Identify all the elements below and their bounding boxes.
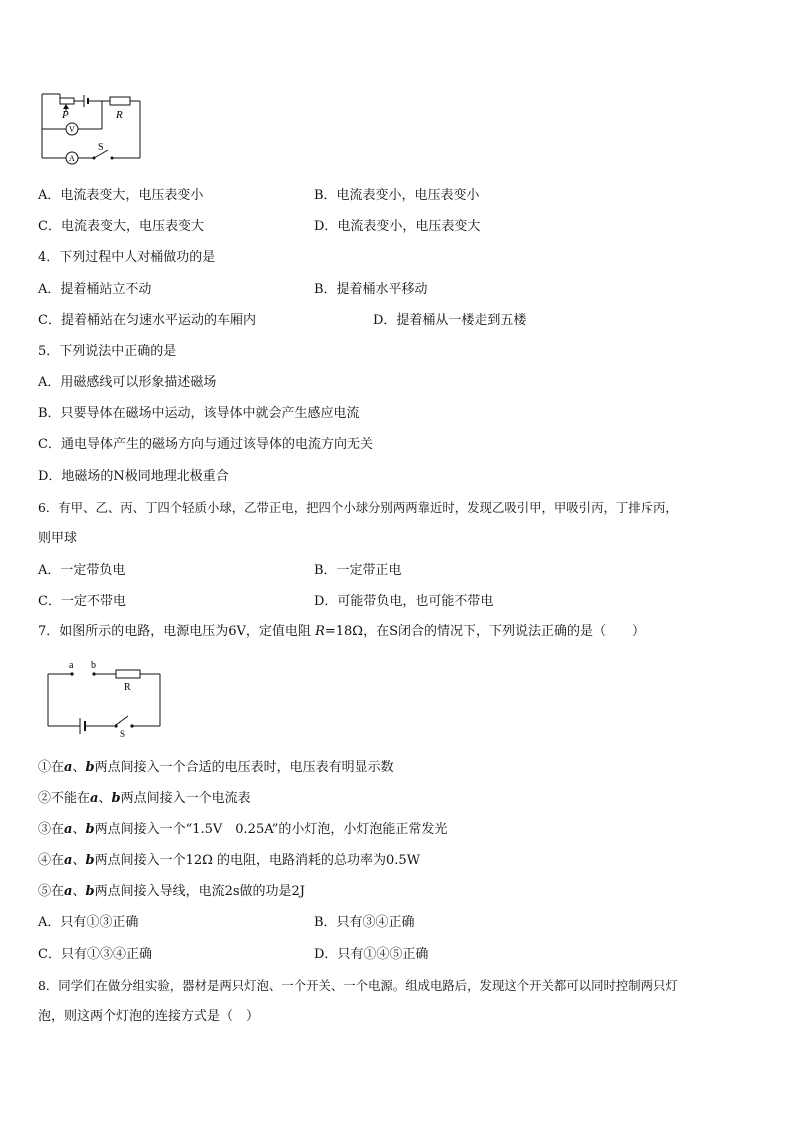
q3-option-c: C．电流表变大，电压表变大	[38, 219, 204, 234]
circuit-diagram-q3	[36, 86, 156, 166]
q5-option-b: B．只要导体在磁场中运动，该导体中就会产生感应电流	[38, 406, 360, 421]
label-V: V	[69, 125, 75, 134]
q7-statement-2: ②不能在a、b两点间接入一个电流表	[38, 791, 251, 806]
q5-stem: 5．下列说法中正确的是	[38, 344, 177, 359]
q6-option-d: D．可能带负电，也可能不带电	[314, 594, 494, 609]
label-S: S	[98, 142, 104, 153]
q4-option-c: C．提着桶站在匀速水平运动的车厢内	[38, 313, 256, 328]
q6-option-c: C．一定不带电	[38, 594, 126, 609]
label-R: R	[124, 682, 131, 693]
q5-option-d: D．地磁场的N极同地理北极重合	[38, 469, 229, 484]
q3-option-a: A．电流表变大，电压表变小	[38, 188, 204, 203]
q3-option-d: D．电流表变小，电压表变大	[314, 219, 481, 234]
q7-option-d: D．只有①④⑤正确	[314, 947, 429, 962]
circuit-diagram-q7	[40, 658, 170, 738]
label-P: P	[62, 109, 69, 121]
q8-stem-line2: 泡，则这两个灯泡的连接方式是（ ）	[38, 1009, 260, 1024]
label-b: b	[91, 660, 96, 671]
q7-stem-R: R	[315, 624, 325, 639]
q7-statement-1: ①在a、b两点间接入一个合适的电压表时，电压表有明显示数	[38, 760, 394, 775]
q6-stem-line1: 6．有甲、乙、丙、丁四个轻质小球，乙带正电，把四个小球分别两两靠近时，发现乙吸引甲，甲吸引丙，丁排斥丙，	[38, 500, 678, 515]
label-a: a	[69, 660, 74, 671]
q7-option-a: A．只有①③正确	[38, 915, 139, 930]
q7-stem	[38, 623, 645, 641]
q4-option-a: A．提着桶站立不动	[38, 282, 152, 297]
q3-option-b: B．电流表变小，电压表变小	[314, 188, 480, 203]
q7-statement-5: ⑤在a、b两点间接入导线，电流2s做的功是2J	[38, 884, 305, 899]
q4-option-d: D．提着桶从一楼走到五楼	[373, 313, 527, 328]
label-R: R	[116, 109, 123, 121]
q4-stem: 4．下列过程中人对桶做功的是	[38, 250, 216, 265]
label-S: S	[120, 729, 126, 738]
q7-option-c: C．只有①③④正确	[38, 947, 152, 962]
q8-stem-line1: 8．同学们在做分组实验，器材是两只灯泡、一个开关、一个电源。组成电路后，发现这个开关都可以同时控制两只灯	[38, 978, 678, 993]
label-A: A	[69, 154, 75, 163]
q7-stem-part-b: =18Ω，在S闭合的情况下，下列说法正确的是（ ）	[324, 624, 645, 639]
q6-stem-line2: 则甲球	[38, 531, 78, 546]
q7-statement-4: ④在a、b两点间接入一个12Ω 的电阻，电路消耗的总功率为0.5W	[38, 853, 421, 868]
q5-option-c: C．通电导体产生的磁场方向与通过该导体的电流方向无关	[38, 437, 373, 452]
q7-option-b: B．只有③④正确	[314, 915, 415, 930]
q6-option-a: A．一定带负电	[38, 563, 126, 578]
q5-option-a: A．用磁感线可以形象描述磁场	[38, 375, 217, 390]
q7-stem-part-a: 7．如图所示的电路，电源电压为6V，定值电阻	[38, 624, 316, 639]
q4-option-b: B．提着桶水平移动	[314, 282, 428, 297]
q6-option-b: B．一定带正电	[314, 563, 402, 578]
q7-statement-3: ③在a、b两点间接入一个“1.5V 0.25A”的小灯泡，小灯泡能正常发光	[38, 822, 448, 837]
